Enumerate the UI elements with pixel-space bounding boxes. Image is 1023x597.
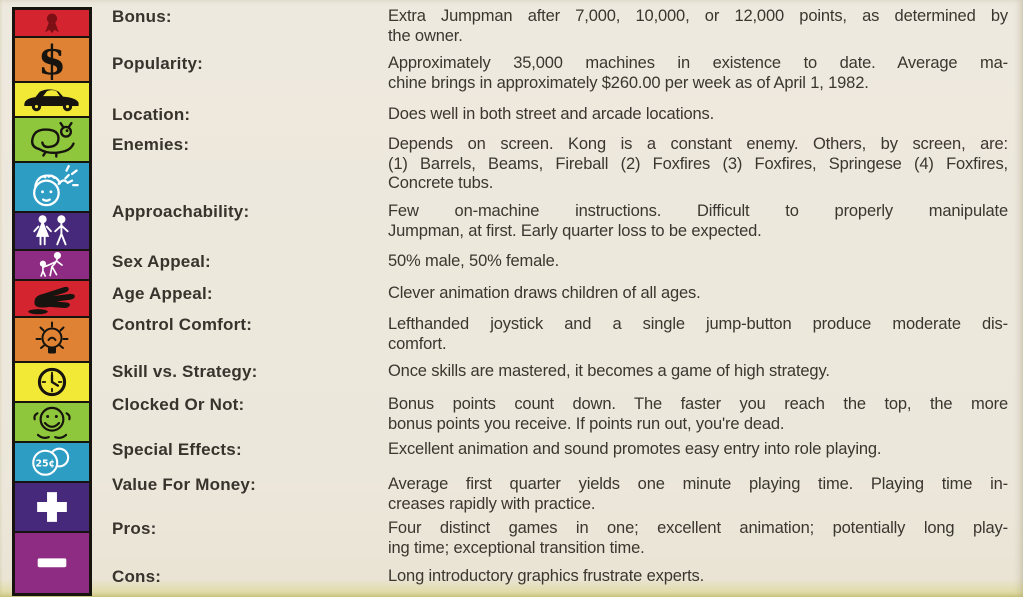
table-row (112, 252, 1012, 272)
category-description (388, 252, 1008, 272)
table-row (112, 519, 1012, 558)
category-label: Cons: (112, 567, 162, 586)
laughing-face-icon (15, 403, 89, 443)
category-description (388, 7, 1008, 46)
category-description (388, 105, 1008, 125)
light-bulb-icon (15, 318, 89, 363)
table-row (112, 440, 1012, 460)
description-line: Does well in both street and arcade locations. (388, 105, 715, 123)
rating-icon-strip (12, 7, 92, 596)
category-description (388, 135, 1008, 194)
description-line: Four distinct games in one; excellent animation; potentially long play- (388, 519, 1008, 537)
category-description (388, 475, 1008, 514)
description-line: ing time; exceptional transition time. (388, 538, 645, 557)
category-label: Special Effects: (112, 440, 242, 459)
plus-icon (15, 483, 89, 533)
category-description (388, 395, 1008, 434)
category-label: Control Comfort: (112, 315, 253, 334)
category-label: Sex Appeal: (112, 252, 211, 271)
svg-text:$: $ (38, 39, 66, 80)
description-line: Average first quarter yields one minute playing time. Playing time in- (388, 475, 1008, 493)
table-row (112, 362, 1012, 382)
dollar-sign-icon (15, 38, 89, 83)
table-row (112, 202, 1012, 241)
description-line: Depends on screen. Kong is a constant enemy. Others, by screen, are: (388, 135, 1008, 153)
description-line: Bonus points count down. The faster you reach the top, the more (388, 395, 1008, 413)
category-description (388, 54, 1008, 93)
category-description (388, 284, 1008, 304)
puzzled-face-icon (15, 163, 89, 213)
description-line: Extra Jumpman after 7,000, 10,000, or 12,000 points, as determined by (388, 7, 1008, 25)
description-line: Concrete tubs. (388, 174, 494, 192)
category-label: Enemies: (112, 135, 190, 154)
table-row (112, 395, 1012, 434)
table-row (112, 567, 1012, 587)
category-label: Pros: (112, 519, 157, 538)
category-label: Age Appeal: (112, 284, 213, 303)
category-label: Bonus: (112, 7, 172, 26)
table-row (112, 7, 1012, 46)
table-row (112, 54, 1012, 93)
description-line: Excellent animation and sound promotes easy entry into role playing. (388, 440, 882, 458)
description-line: (1) Barrels, Beams, Fireball (2) Foxfires (3) Foxfires, Springese (4) Foxfires, (388, 154, 1008, 173)
description-line: Few on-machine instructions. Difficult to properly manipulate (388, 202, 1008, 220)
category-description (388, 567, 1008, 587)
category-description (388, 202, 1008, 241)
category-label: Approachability: (112, 202, 250, 221)
description-line: Clever animation draws children of all ages. (388, 284, 701, 302)
description-line: bonus points you receive. If points run out, you're dead. (388, 414, 785, 433)
category-description (388, 440, 1008, 460)
monster-icon (15, 118, 89, 163)
category-label: Clocked Or Not: (112, 395, 245, 414)
table-row (112, 284, 1012, 304)
svg-text:25¢: 25¢ (35, 458, 56, 470)
car-icon (15, 83, 89, 118)
coins-icon (15, 443, 89, 483)
category-description (388, 362, 1008, 382)
description-line: Long introductory graphics frustrate experts. (388, 567, 705, 585)
description-line: creases rapidly with practice. (388, 494, 596, 513)
minus-icon (15, 533, 89, 593)
ratings-table (112, 0, 1012, 597)
table-row (112, 315, 1012, 354)
description-line: Once skills are mastered, it becomes a game of high strategy. (388, 362, 830, 380)
male-female-figures-icon (15, 213, 89, 251)
description-line: chine brings in approximately $260.00 per week as of April 1, 1982. (388, 73, 869, 92)
award-ribbon-icon (15, 10, 89, 38)
description-line: Lefthanded joystick and a single jump-button produce moderate dis- (388, 315, 1008, 333)
table-row (112, 475, 1012, 514)
table-row (112, 105, 1012, 125)
category-label: Popularity: (112, 54, 203, 73)
category-description (388, 315, 1008, 354)
description-line: comfort. (388, 334, 447, 353)
adult-child-figures-icon (15, 251, 89, 281)
category-label: Value For Money: (112, 475, 256, 494)
category-label: Location: (112, 105, 191, 124)
clock-icon (15, 363, 89, 403)
description-line: Jumpman, at first. Early quarter loss to be expected. (388, 221, 762, 240)
description-line: the owner. (388, 26, 463, 45)
table-row (112, 135, 1012, 194)
description-line: 50% male, 50% female. (388, 252, 560, 270)
category-label: Skill vs. Strategy: (112, 362, 258, 381)
category-description (388, 519, 1008, 558)
description-line: Approximately 35,000 machines in existence to date. Average ma- (388, 54, 1008, 72)
hand-button-icon (15, 281, 89, 318)
